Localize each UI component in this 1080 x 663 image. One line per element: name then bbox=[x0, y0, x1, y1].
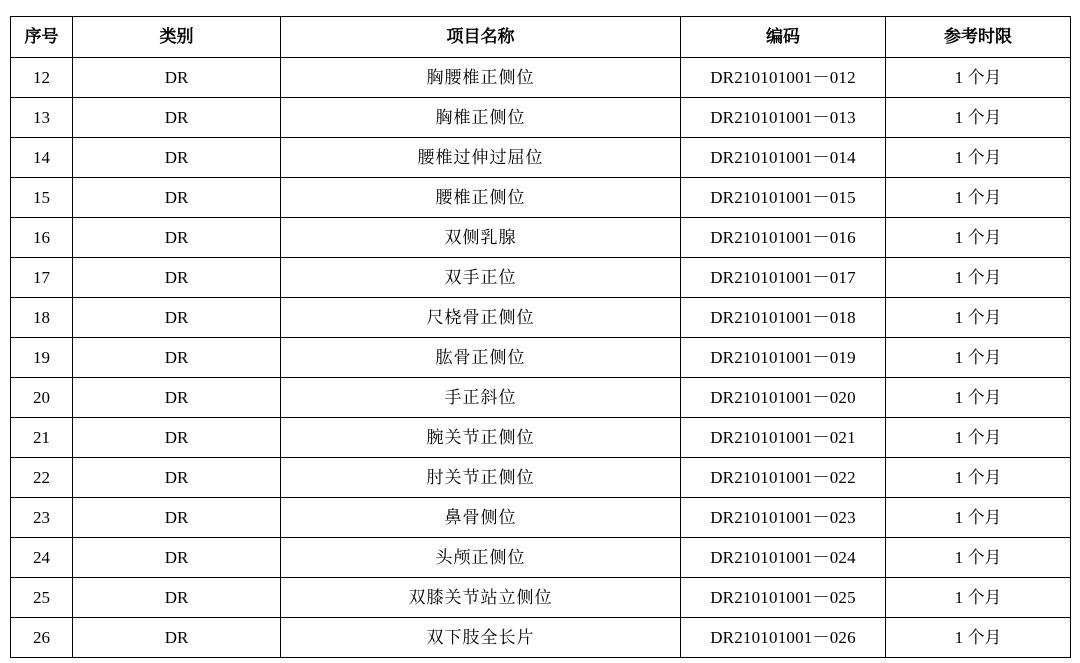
cell-limit: 1 个月 bbox=[886, 418, 1071, 458]
cell-name: 头颅正侧位 bbox=[281, 538, 681, 578]
cell-name: 手正斜位 bbox=[281, 378, 681, 418]
cell-name: 肱骨正侧位 bbox=[281, 338, 681, 378]
cell-index: 18 bbox=[11, 298, 73, 338]
column-header-index: 序号 bbox=[11, 17, 73, 58]
table-row bbox=[11, 378, 1071, 418]
cell-code: DR210101001－021 bbox=[681, 418, 886, 458]
cell-category: DR bbox=[73, 498, 281, 538]
examination-items-table bbox=[10, 16, 1071, 658]
cell-code: DR210101001－019 bbox=[681, 338, 886, 378]
cell-name: 腰椎正侧位 bbox=[281, 178, 681, 218]
cell-name: 双手正位 bbox=[281, 258, 681, 298]
cell-index: 25 bbox=[11, 578, 73, 618]
cell-index: 16 bbox=[11, 218, 73, 258]
table-row bbox=[11, 178, 1071, 218]
cell-index: 22 bbox=[11, 458, 73, 498]
cell-name: 鼻骨侧位 bbox=[281, 498, 681, 538]
cell-category: DR bbox=[73, 578, 281, 618]
table-row bbox=[11, 498, 1071, 538]
cell-category: DR bbox=[73, 178, 281, 218]
cell-limit: 1 个月 bbox=[886, 258, 1071, 298]
cell-code: DR210101001－023 bbox=[681, 498, 886, 538]
cell-limit: 1 个月 bbox=[886, 498, 1071, 538]
table-row bbox=[11, 258, 1071, 298]
table-body bbox=[11, 58, 1071, 658]
cell-limit: 1 个月 bbox=[886, 338, 1071, 378]
cell-code: DR210101001－014 bbox=[681, 138, 886, 178]
cell-name: 腕关节正侧位 bbox=[281, 418, 681, 458]
cell-limit: 1 个月 bbox=[886, 458, 1071, 498]
table-row bbox=[11, 458, 1071, 498]
cell-name: 双膝关节站立侧位 bbox=[281, 578, 681, 618]
cell-code: DR210101001－012 bbox=[681, 58, 886, 98]
table-header bbox=[11, 17, 1071, 58]
table-row bbox=[11, 578, 1071, 618]
cell-code: DR210101001－020 bbox=[681, 378, 886, 418]
cell-index: 24 bbox=[11, 538, 73, 578]
column-header-limit: 参考时限 bbox=[886, 17, 1071, 58]
cell-code: DR210101001－025 bbox=[681, 578, 886, 618]
table-row bbox=[11, 298, 1071, 338]
cell-code: DR210101001－024 bbox=[681, 538, 886, 578]
cell-limit: 1 个月 bbox=[886, 538, 1071, 578]
cell-index: 14 bbox=[11, 138, 73, 178]
cell-name: 肘关节正侧位 bbox=[281, 458, 681, 498]
cell-index: 20 bbox=[11, 378, 73, 418]
cell-category: DR bbox=[73, 218, 281, 258]
cell-limit: 1 个月 bbox=[886, 58, 1071, 98]
table-row bbox=[11, 98, 1071, 138]
cell-index: 15 bbox=[11, 178, 73, 218]
cell-index: 19 bbox=[11, 338, 73, 378]
cell-index: 26 bbox=[11, 618, 73, 658]
cell-category: DR bbox=[73, 538, 281, 578]
cell-category: DR bbox=[73, 138, 281, 178]
cell-name: 双下肢全长片 bbox=[281, 618, 681, 658]
cell-index: 23 bbox=[11, 498, 73, 538]
table-header-row bbox=[11, 17, 1071, 58]
table-row bbox=[11, 218, 1071, 258]
cell-category: DR bbox=[73, 98, 281, 138]
cell-code: DR210101001－013 bbox=[681, 98, 886, 138]
cell-name: 胸腰椎正侧位 bbox=[281, 58, 681, 98]
cell-category: DR bbox=[73, 618, 281, 658]
cell-name: 尺桡骨正侧位 bbox=[281, 298, 681, 338]
cell-category: DR bbox=[73, 418, 281, 458]
table-row bbox=[11, 338, 1071, 378]
cell-limit: 1 个月 bbox=[886, 178, 1071, 218]
cell-limit: 1 个月 bbox=[886, 218, 1071, 258]
column-header-name: 项目名称 bbox=[281, 17, 681, 58]
table-row bbox=[11, 138, 1071, 178]
cell-name: 双侧乳腺 bbox=[281, 218, 681, 258]
cell-name: 胸椎正侧位 bbox=[281, 98, 681, 138]
table-row bbox=[11, 418, 1071, 458]
cell-limit: 1 个月 bbox=[886, 578, 1071, 618]
cell-category: DR bbox=[73, 378, 281, 418]
cell-index: 13 bbox=[11, 98, 73, 138]
table-row bbox=[11, 58, 1071, 98]
cell-limit: 1 个月 bbox=[886, 98, 1071, 138]
table-row bbox=[11, 618, 1071, 658]
cell-code: DR210101001－018 bbox=[681, 298, 886, 338]
cell-code: DR210101001－016 bbox=[681, 218, 886, 258]
cell-index: 12 bbox=[11, 58, 73, 98]
cell-category: DR bbox=[73, 338, 281, 378]
cell-limit: 1 个月 bbox=[886, 378, 1071, 418]
table-row bbox=[11, 538, 1071, 578]
cell-category: DR bbox=[73, 58, 281, 98]
cell-index: 17 bbox=[11, 258, 73, 298]
cell-code: DR210101001－022 bbox=[681, 458, 886, 498]
cell-limit: 1 个月 bbox=[886, 618, 1071, 658]
column-header-category: 类别 bbox=[73, 17, 281, 58]
cell-limit: 1 个月 bbox=[886, 298, 1071, 338]
cell-category: DR bbox=[73, 258, 281, 298]
cell-code: DR210101001－015 bbox=[681, 178, 886, 218]
cell-code: DR210101001－017 bbox=[681, 258, 886, 298]
column-header-code: 编码 bbox=[681, 17, 886, 58]
cell-limit: 1 个月 bbox=[886, 138, 1071, 178]
cell-category: DR bbox=[73, 298, 281, 338]
cell-index: 21 bbox=[11, 418, 73, 458]
cell-name: 腰椎过伸过屈位 bbox=[281, 138, 681, 178]
cell-category: DR bbox=[73, 458, 281, 498]
cell-code: DR210101001－026 bbox=[681, 618, 886, 658]
